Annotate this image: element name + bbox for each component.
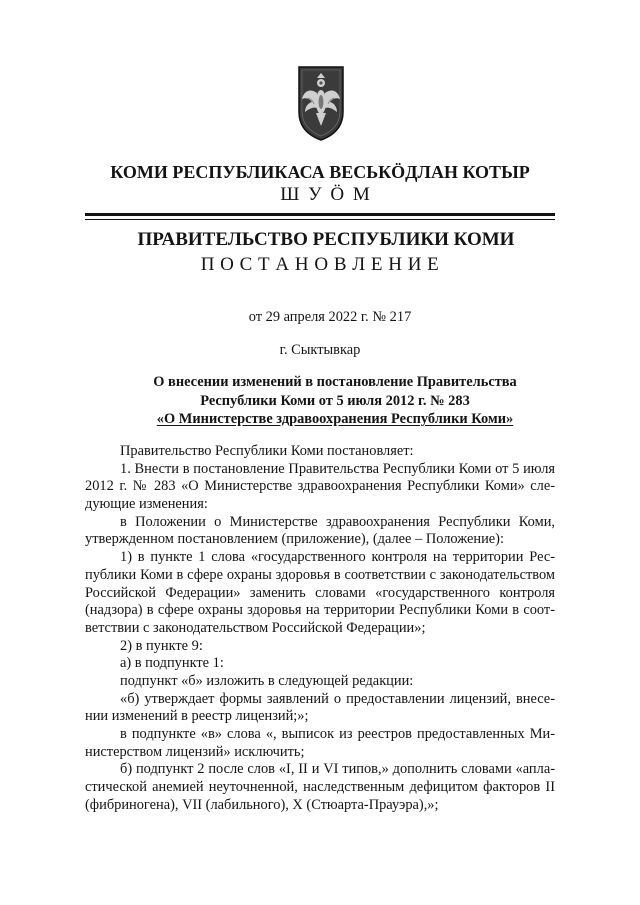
russian-organization-name: ПРАВИТЕЛЬСТВО РЕСПУБЛИКИ КОМИ: [137, 229, 515, 250]
komi-document-type: Ш У Ӧ М: [280, 184, 372, 205]
body-line: стической анемией неуточненной, наследственным дефицитом факторов II: [85, 779, 555, 796]
body-line: 2) в пункте 9:: [120, 637, 203, 654]
header-rule-thin: [85, 219, 555, 220]
document-title: [150, 373, 520, 429]
document-date-number: от 29 апреля 2022 г. № 217: [248, 309, 412, 325]
body-line: 1. Внести в постановление Правительства Республики Коми от 5 июля: [120, 460, 555, 477]
body-line: а) в подпункте 1:: [120, 655, 224, 672]
coat-of-arms-icon: [296, 64, 346, 142]
document-body: [85, 443, 555, 814]
header-rule-thick: [85, 213, 555, 216]
title-line: О внесении изменений в постановление Правительства: [153, 374, 517, 390]
body-line: б) подпункт 2 после слов «I, II и VI типов,» дополнить словами «апла-: [120, 761, 555, 778]
body-line: 1) в пункте 1 слова «государственного контроля на территории Рес-: [120, 549, 555, 566]
body-line: (фибриногена), VII (лабильного), X (Стюарта-Прауэра),»;: [85, 796, 439, 813]
body-line: в Положении о Министерстве здравоохранения Республики Коми,: [120, 513, 555, 530]
body-line: «б) утверждает формы заявлений о предоставлении лицензий, внесе-: [120, 690, 555, 707]
title-line: Республики Коми от 5 июля 2012 г. № 283: [200, 392, 470, 409]
body-line: (надзора) в сфере охраны здоровья на территории Республики Коми в соот-: [85, 602, 555, 619]
body-line: публики Коми в сфере охраны здоровья в соответствии с законодательством: [85, 566, 555, 583]
body-line: нистерством лицензий» исключить;: [85, 743, 305, 760]
body-line: 2012 г. № 283 «О Министерстве здравоохранения Республики Коми» сле-: [85, 478, 555, 495]
body-line: Правительство Республики Коми постановляет:: [120, 443, 414, 459]
body-line: подпункт «б» изложить в следующей редакции:: [120, 672, 414, 689]
title-line: «О Министерстве здравоохранения Республики Коми»: [156, 411, 514, 427]
body-line: дующие изменения:: [85, 496, 208, 513]
russian-document-type: П О С Т А Н О В Л Е Н И Е: [200, 254, 440, 275]
body-line: в подпункте «в» слова «, выписок из реестров предоставленных Ми-: [120, 726, 555, 742]
body-line: нии изменений в реестр лицензий;»;: [85, 708, 309, 725]
body-line: Российской Федерации» заменить словами «государственного контроля: [85, 584, 555, 601]
body-line: ветствии с законодательством Российской Федерации»;: [85, 619, 426, 636]
komi-organization-name: КОМИ РЕСПУБЛИКАСА ВЕСЬКӦДЛАН КОТЫР: [110, 162, 530, 182]
document-city: г. Сыктывкар: [279, 342, 361, 358]
body-line: утвержденном постановлением (приложение), (далее – Положение):: [85, 531, 504, 548]
